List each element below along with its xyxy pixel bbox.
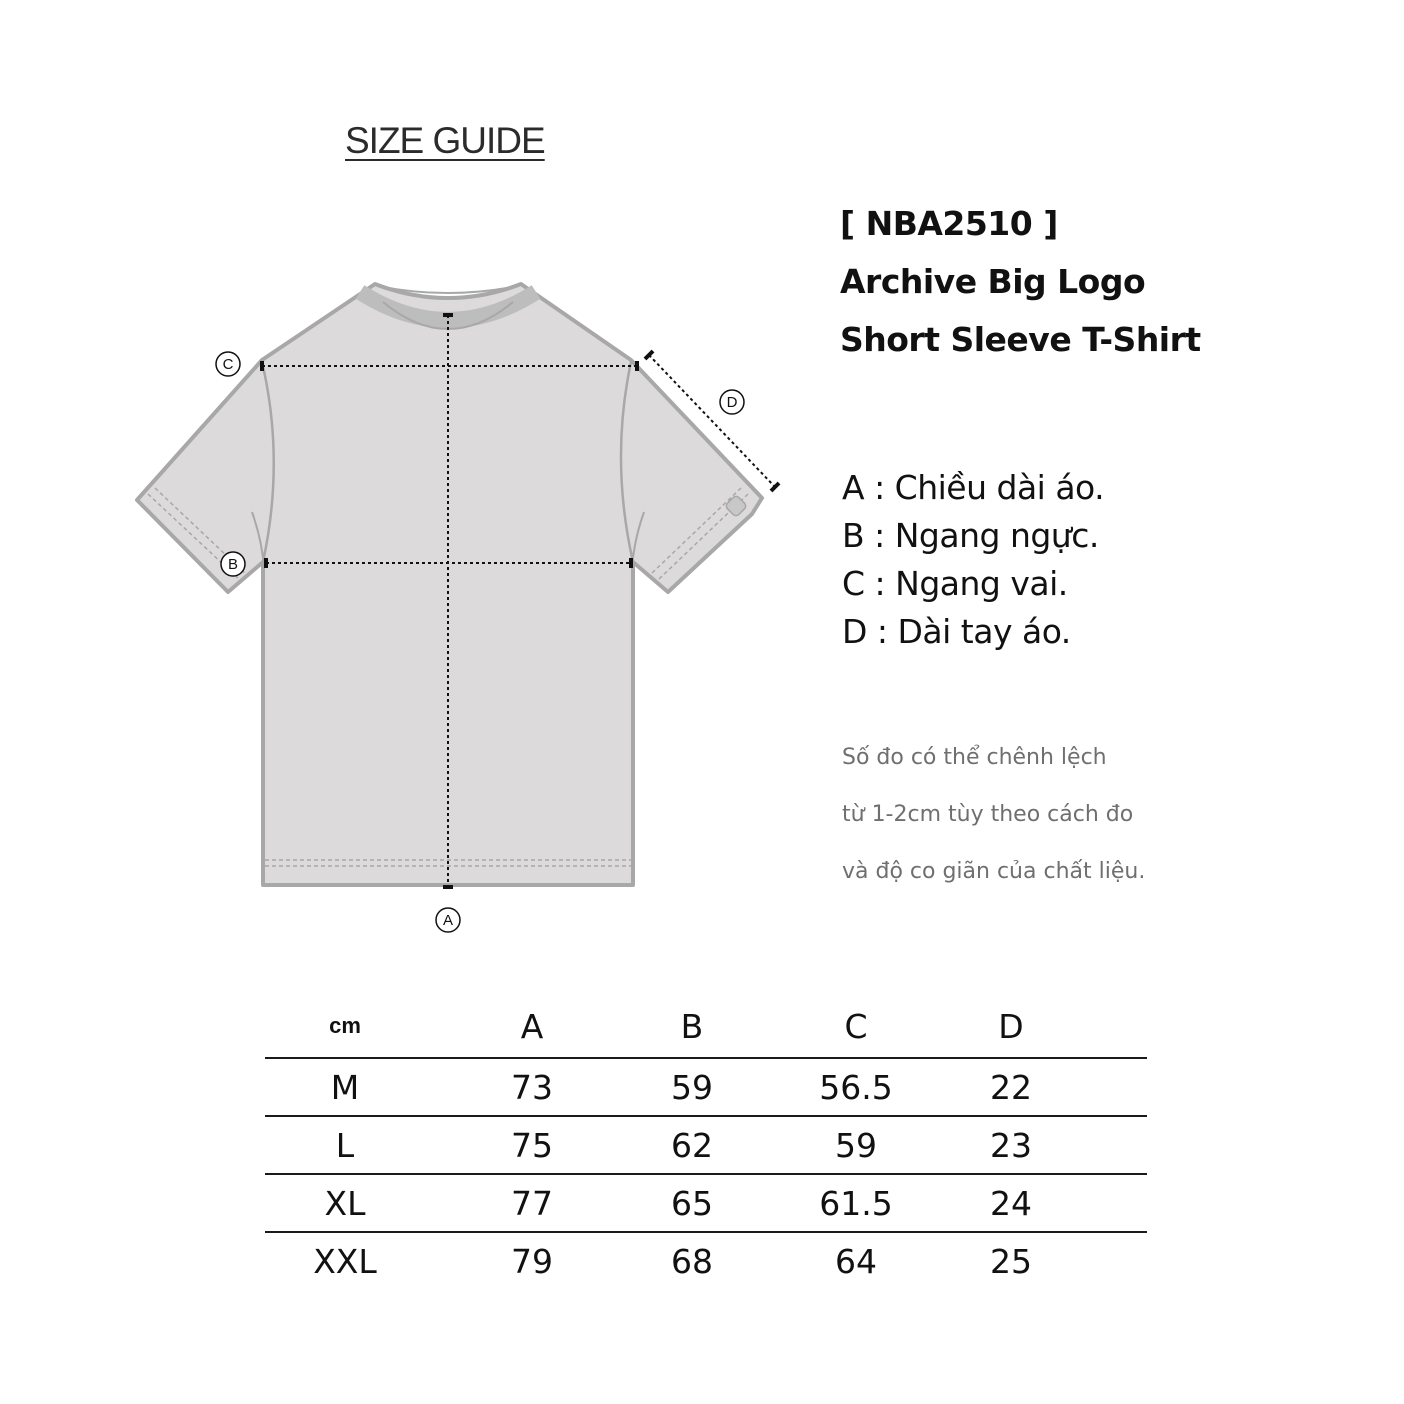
value-a: 77 (511, 1183, 553, 1223)
value-a: 79 (511, 1241, 553, 1281)
table-header-row (265, 995, 1147, 1059)
size-label: XXL (313, 1241, 377, 1281)
note-line-1: Số đo có thể chênh lệch (842, 745, 1107, 770)
table-header-b: B (680, 1006, 704, 1046)
svg-text:D: D (726, 394, 738, 411)
value-b: 68 (671, 1241, 713, 1281)
size-guide-title: SIZE GUIDE (345, 120, 545, 161)
table-row (265, 1059, 1147, 1117)
value-c: 59 (835, 1125, 877, 1165)
size-table (265, 995, 1147, 1289)
value-b: 59 (671, 1067, 713, 1107)
note-line-3: và độ co giãn của chất liệu. (842, 859, 1146, 884)
marker-b (221, 552, 245, 576)
measurement-note (842, 736, 1145, 907)
tshirt-diagram (130, 270, 790, 955)
table-header-unit: cm (329, 1013, 361, 1038)
svg-text:C: C (222, 356, 234, 373)
product-code: [ NBA2510 ] (840, 204, 1058, 243)
value-d: 22 (990, 1067, 1032, 1107)
table-row (265, 1175, 1147, 1233)
value-c: 64 (835, 1241, 877, 1281)
measurement-legend (842, 464, 1104, 656)
value-a: 75 (511, 1125, 553, 1165)
value-d: 24 (990, 1183, 1032, 1223)
legend-item-a: A : Chiều dài áo. (842, 468, 1105, 507)
size-label: XL (324, 1183, 366, 1223)
size-label: M (330, 1067, 360, 1107)
table-header-d: D (998, 1006, 1024, 1046)
product-name-line-2: Short Sleeve T-Shirt (840, 320, 1201, 359)
table-row (265, 1117, 1147, 1175)
marker-c (216, 352, 240, 376)
value-b: 65 (671, 1183, 713, 1223)
value-b: 62 (671, 1125, 713, 1165)
table-header-c: C (844, 1006, 868, 1046)
table-row (265, 1233, 1147, 1289)
product-name-line-1: Archive Big Logo (840, 262, 1146, 301)
table-header-a: A (520, 1006, 544, 1046)
product-info (840, 198, 1201, 372)
legend-item-c: C : Ngang vai. (842, 564, 1068, 603)
legend-item-d: D : Dài tay áo. (842, 612, 1071, 651)
tshirt-illustration (130, 270, 790, 950)
marker-d (720, 390, 744, 414)
value-d: 23 (990, 1125, 1032, 1165)
note-line-2: từ 1-2cm tùy theo cách đo (842, 802, 1134, 827)
size-label: L (335, 1125, 355, 1165)
svg-text:A: A (442, 912, 454, 929)
value-a: 73 (511, 1067, 553, 1107)
marker-a (436, 908, 460, 932)
svg-text:B: B (227, 556, 239, 573)
legend-item-b: B : Ngang ngực. (842, 516, 1099, 555)
value-c: 56.5 (819, 1067, 893, 1107)
value-c: 61.5 (819, 1183, 893, 1223)
value-d: 25 (990, 1241, 1032, 1281)
